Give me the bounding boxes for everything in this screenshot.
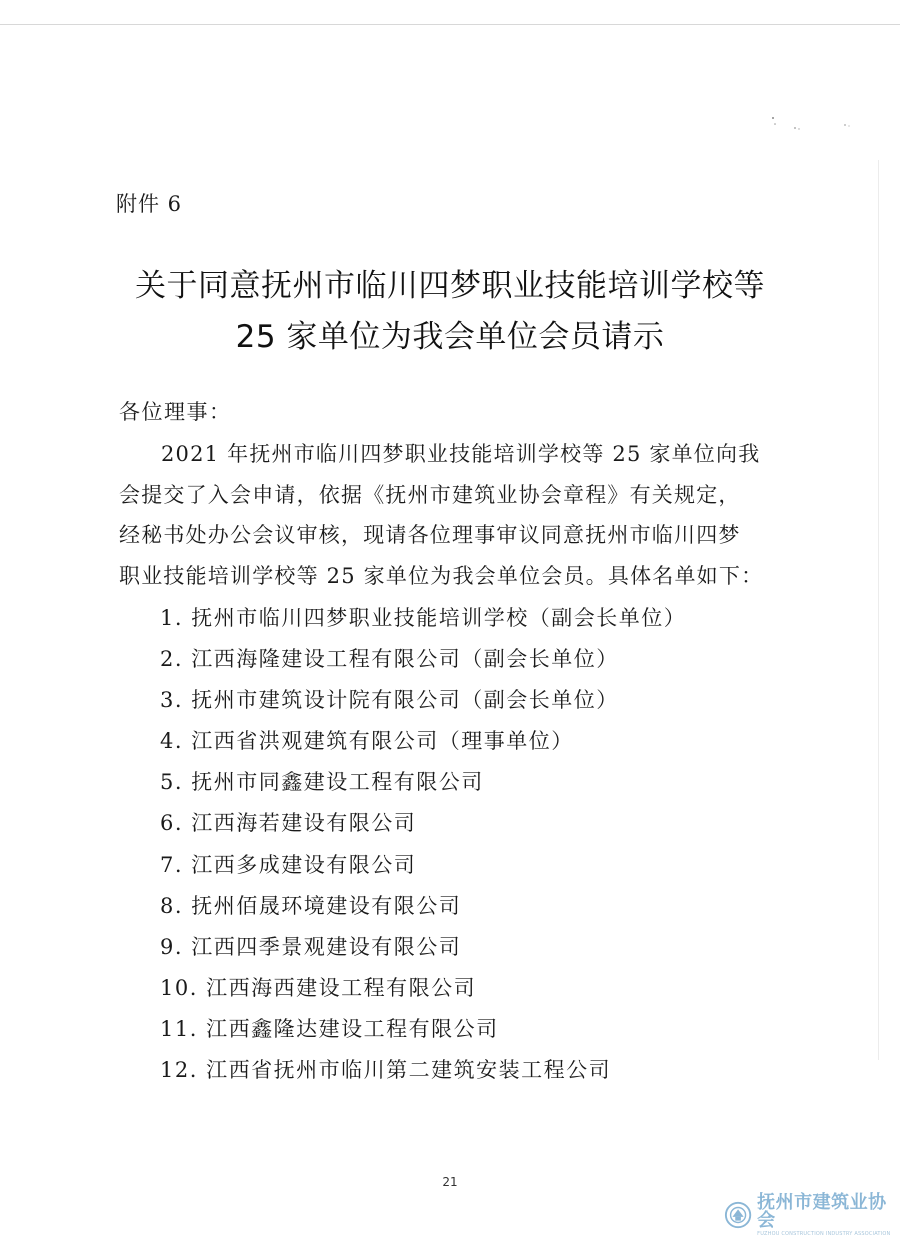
body-line: 经秘书处办公会议审核，现请各位理事审议同意抚州市临川四梦 <box>119 523 741 547</box>
member-list-item: 3. 抚州市建筑设计院有限公司（副会长单位） <box>160 688 619 713</box>
member-list-item: 7. 江西多成建设有限公司 <box>160 852 417 877</box>
member-list <box>160 598 686 1091</box>
association-watermark <box>724 1191 896 1237</box>
body-line: 会提交了入会申请，依据《抚州市建筑业协会章程》有关规定， <box>119 482 741 507</box>
body-paragraph <box>119 434 779 596</box>
document-title-line-1: 关于同意抚州市临川四梦职业技能培训学校等 <box>135 268 765 304</box>
document-title-line-2: 25 家单位为我会单位会员请示 <box>235 319 665 355</box>
watermark-name: 抚州市建筑业协会 <box>757 1191 887 1231</box>
salutation: 各位理事： <box>119 400 232 424</box>
scan-edge-line <box>878 160 879 1060</box>
member-list-item: 9. 江西四季景观建设有限公司 <box>160 934 462 959</box>
member-list-item: 2. 江西海隆建设工程有限公司（副会长单位） <box>160 647 619 672</box>
watermark-english: FUZHOU CONSTRUCTION INDUSTRY ASSOCIATION <box>757 1230 891 1237</box>
member-list-item: 6. 江西海若建设有限公司 <box>160 811 417 836</box>
body-line: 职业技能培训学校等 25 家单位为我会单位会员。具体名单如下： <box>119 563 764 588</box>
member-list-item: 12. 江西省抚州市临川第二建筑安装工程公司 <box>160 1058 612 1083</box>
scan-specks <box>765 112 865 142</box>
member-list-item: 1. 抚州市临川四梦职业技能培训学校（副会长单位） <box>160 606 687 630</box>
member-list-item: 8. 抚州佰晟环境建设有限公司 <box>160 893 462 918</box>
attachment-label: 附件 6 <box>116 192 183 216</box>
member-list-item: 4. 江西省洪观建筑有限公司（理事单位） <box>160 729 574 754</box>
member-list-item: 10. 江西海西建设工程有限公司 <box>160 975 477 1000</box>
member-list-item: 11. 江西鑫隆达建设工程有限公司 <box>160 1016 499 1041</box>
page-top-border <box>0 24 900 25</box>
association-logo-icon <box>724 1200 752 1230</box>
page-number: 21 <box>442 1175 458 1189</box>
member-list-item: 5. 抚州市同鑫建设工程有限公司 <box>160 770 484 795</box>
body-line: 2021 年抚州市临川四梦职业技能培训学校等 25 家单位向我 <box>161 442 761 466</box>
